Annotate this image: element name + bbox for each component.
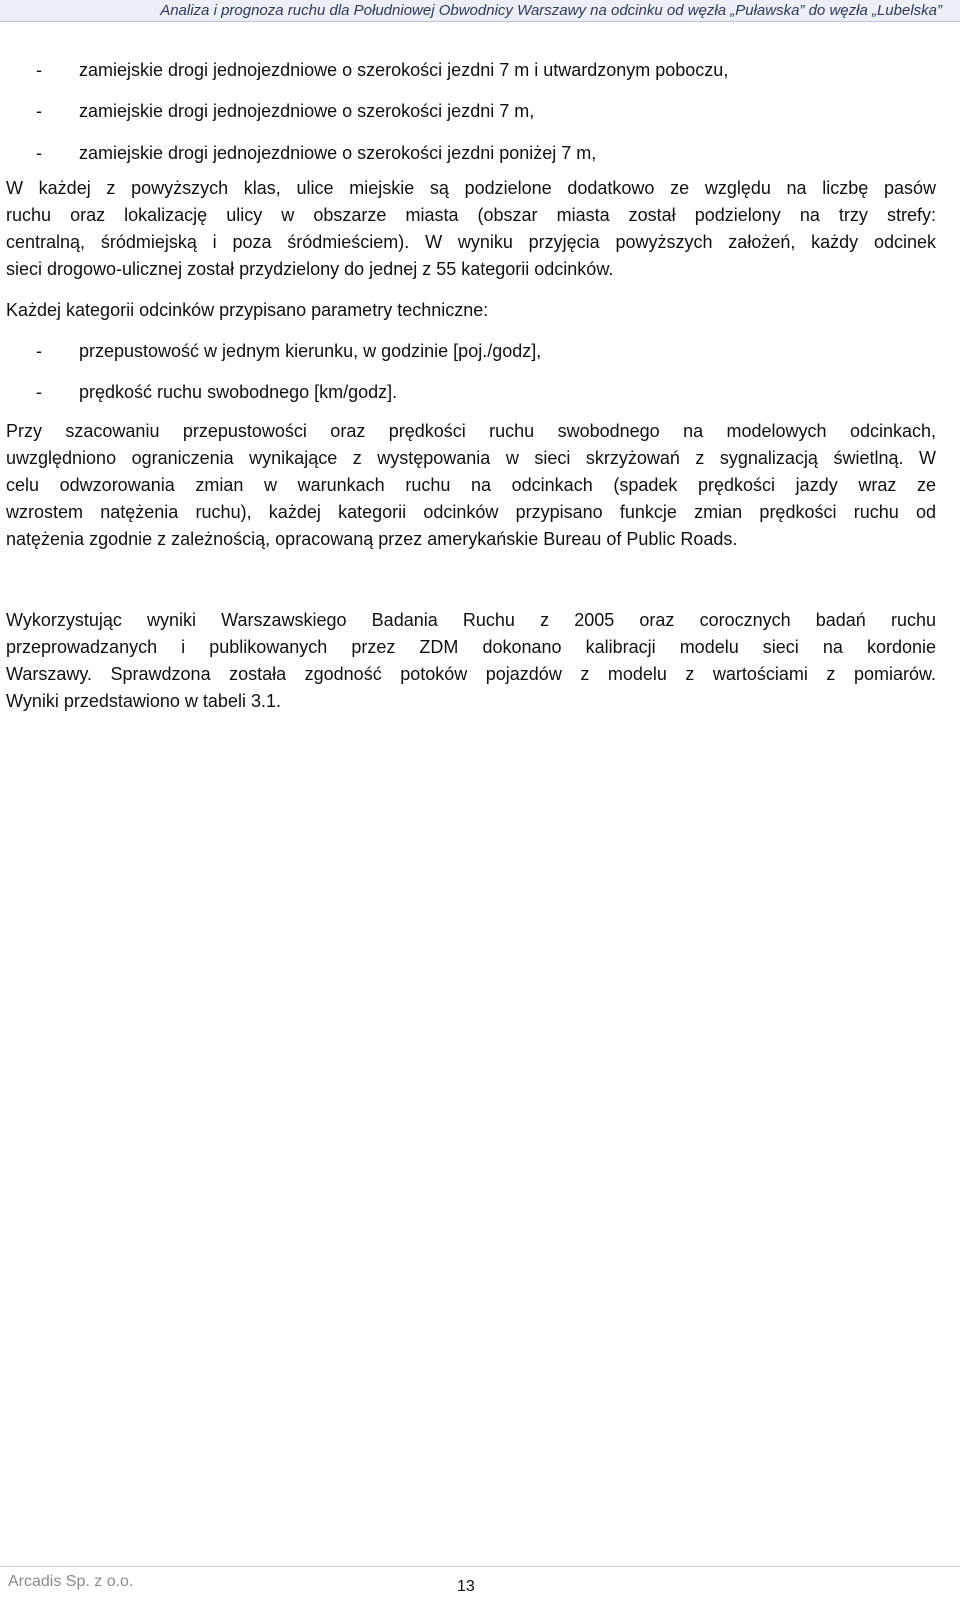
paragraph-road-classes: W każdej z powyższych klas, ulice miejskie są podzielone dodatkowo ze względu na liczbę pasów ruchu oraz lokalizację ulicy w obszarze miasta (obszar miasta został podzielony na trzy strefy: centralną, śródmiejską i poza śródmieściem). W wyniku przyjęcia powyższych założeń, każdy odcinek sieci drogowo-ulicznej został przydzielony do jednej z 55 kategorii odcinków. <box>6 178 936 279</box>
header-divider <box>0 21 960 22</box>
footer-divider <box>0 1566 960 1567</box>
page-header <box>0 0 960 22</box>
header-title: Analiza i prognoza ruchu dla Południowej Obwodnicy Warszawy na odcinku od węzła „Puławska” do węzła „Lubelska” <box>160 2 942 19</box>
footer-company: Arcadis Sp. z o.o. <box>8 1573 134 1590</box>
paragraph-parameters-intro: Każdej kategorii odcinków przypisano parametry techniczne: <box>6 300 489 320</box>
paragraph-capacity: Przy szacowaniu przepustowości oraz prędkości ruchu swobodnego na modelowych odcinkach, uwzględniono ograniczenia wynikające z występowania w sieci skrzyżowań z sygnalizacją świetlną. W celu odwzorowania zmian w warunkach ruchu na odcinkach (spadek prędkości jazdy wraz ze wzrostem natężenia ruchu), każdej kategorii odcinków przypisano funkcje zmian prędkości ruchu od natężenia zgodnie z zależnością, opracowaną przez amerykańskie Bureau of Public Roads. <box>6 421 936 549</box>
page-number: 13 <box>457 1578 475 1595</box>
paragraph-calibration: Wykorzystując wyniki Warszawskiego Badania Ruchu z 2005 oraz corocznych badań ruchu przeprowadzanych i publikowanych przez ZDM dokonano kalibracji modelu sieci na kordonie Warszawy. Sprawdzona została zgodność potoków pojazdów z modelu z wartościami z pomiarów. Wyniki przedstawiono w tabeli 3.1. <box>6 610 936 711</box>
